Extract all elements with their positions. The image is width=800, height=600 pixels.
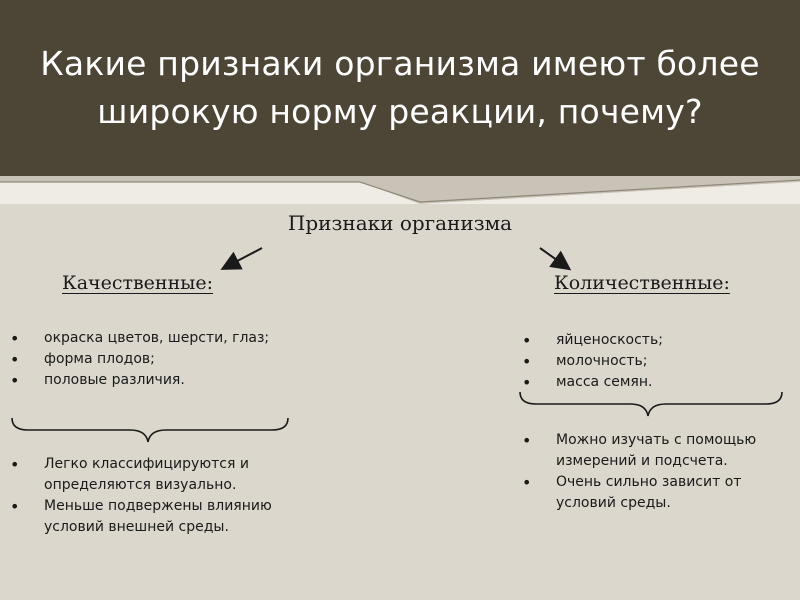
- curly-brace-icon-right: [520, 392, 782, 416]
- curly-brace-icon-left: [12, 418, 288, 442]
- list-item: • Очень сильно зависит от условий среды.: [512, 472, 798, 514]
- list-item: • окраска цветов, шерсти, глаз;: [0, 328, 300, 349]
- list-item: • молочность;: [512, 351, 798, 372]
- list-item: • яйценоскость;: [512, 330, 798, 351]
- quantitative-examples: [512, 330, 798, 393]
- slide-title: Какие признаки организма имеют более широкую норму реакции, почему?: [40, 44, 760, 131]
- list-item: • половые различия.: [0, 370, 300, 391]
- connector-layer: [0, 204, 800, 600]
- decorative-ribbon: [0, 176, 800, 204]
- qualitative-heading: Качественные:: [62, 272, 214, 294]
- qualitative-properties: [0, 454, 300, 538]
- list-item: • масса семян.: [512, 372, 798, 393]
- root-node: Признаки организма: [287, 211, 513, 235]
- title-band: [0, 0, 800, 176]
- list-item: • Меньше подвержены влиянию условий внешней среды.: [0, 496, 300, 538]
- list-item: • форма плодов;: [0, 349, 300, 370]
- list-item: • Можно изучать с помощью измерений и подсчета.: [512, 430, 798, 472]
- arrow-right-down-icon: [540, 248, 568, 268]
- qualitative-examples: [0, 328, 300, 391]
- list-item: • Легко классифицируются и определяются визуально.: [0, 454, 300, 496]
- quantitative-heading: Количественные:: [554, 272, 730, 294]
- quantitative-properties: [512, 430, 798, 514]
- arrow-left-down-icon: [224, 248, 262, 268]
- diagram-panel: [0, 204, 800, 600]
